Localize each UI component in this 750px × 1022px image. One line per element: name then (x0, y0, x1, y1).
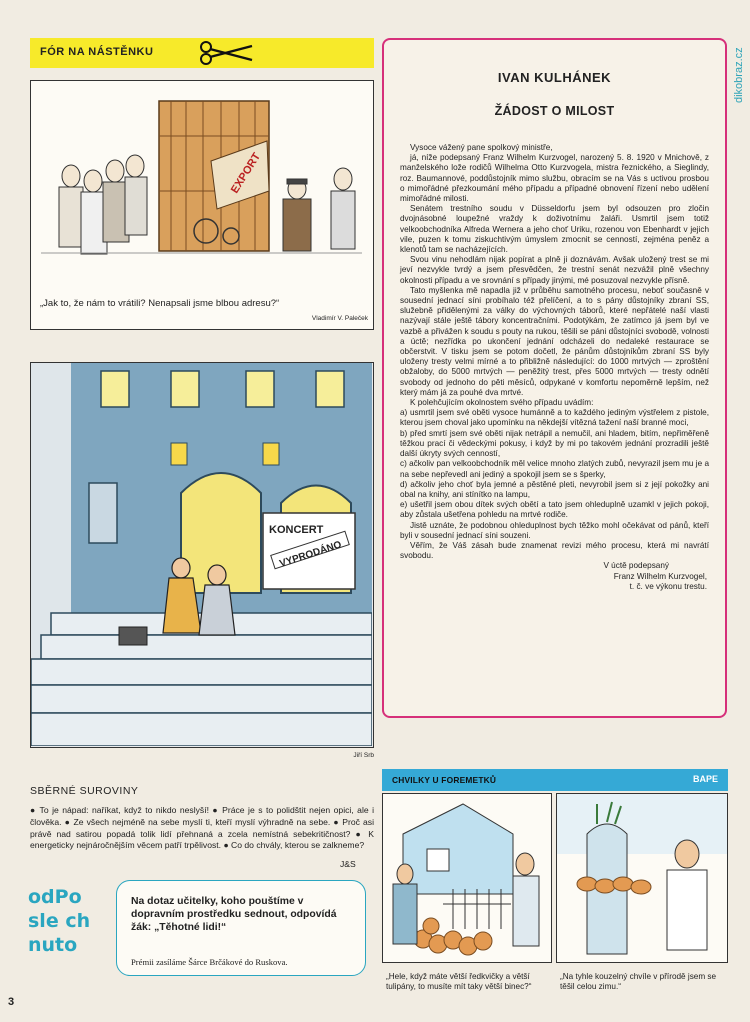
chvilky-author: BAPE (692, 774, 718, 784)
article-body (400, 143, 709, 592)
poster-koncert: KONCERT (269, 524, 324, 536)
article-list-item: e) ušetřil jsem obou dítek svých obětí a tato jsem ohleduplně uzamkl v jejich pokoji, aby zůstala ušetřena pohledu na mrtvé rodiče. (400, 500, 709, 520)
article-paragraph: Tato myšlenka mě napadla již v průběhu samotného procesu, neboť současně v sousední jednací síni probíhalo též přelíčení, a to s pány důstojníky zbraní SS, služebně přidělenými za války do výchovných táborů, které nepřátelé naší vlasti nazývají stále ještě tábory koncentračními. Podotýkám, že zatímco já jsem byl ve vazbě a přivážen k soudu s pouty na rukou, těšili se páni důstojníci svobodě, volnosti a úctě; nezřídka po ukončení jednání odcházeli do nedaleké restaurace se občerstvit. V tisku jsem se potom dočetl, že pánům důstojníkům zbraní SS byly uloženy tresty velmi mírné a to přibližně následující: do 1000 mrtvých — zproštění obžaloby, do 5000 mrtvých — peněžitý trest, přes 5000 mrtvých — tresty odnětí svobody od jednoho do pěti měsíců, odpykané v komfortu nepoměrně lepším, než který mám já za pouhé dva mrtvé. (400, 285, 709, 397)
article-zadost-o-milost (382, 38, 727, 718)
article-title: ŽÁDOST O MILOST (494, 104, 615, 118)
chvilky-caption-2: „Na tyhle kouzelný chvíle v přírodě jsem se těšil celou zimu.“ (560, 972, 717, 991)
article-paragraph: Jistě uznáte, že podobnou ohleduplnost bych těžko mohl očekávat od pánů, kteří byli v sousední jednací síni souzeni. (400, 520, 709, 540)
odposlechnuto-quote-box (116, 880, 366, 976)
chvilky-caption-1: „Hele, když máte větší ředkvičky a větší tulipány, to musíte mít taky větší binec?“ (386, 972, 532, 991)
article-signature-note: t. č. ve výkonu trestu. (629, 581, 707, 591)
scissors-icon (198, 40, 254, 66)
article-paragraph: K polehčujícím okolnostem svého případu uvádím: (410, 398, 594, 408)
odposlechnuto-logo (26, 868, 126, 978)
chvilky-panel-2-illustration (557, 794, 727, 962)
cartoon-concert-sold-out (30, 362, 374, 748)
cartoon-export-illustration (31, 81, 372, 291)
cartoon-concert-illustration (31, 363, 372, 746)
article-paragraph: Věřím, že Váš zásah bude znamenat revizi mého procesu, která mi navrátí svobodu. (400, 540, 709, 561)
poster-vyprodano: VYPRODÁNO (278, 539, 344, 570)
chvilky-header (382, 769, 728, 791)
chvilky-panel-1-illustration (383, 794, 551, 962)
section-title: FÓR NA NÁSTĚNKU (40, 46, 154, 58)
chvilky-panel-2 (556, 793, 728, 963)
odposlechnuto-logo-line: nuto (28, 934, 78, 956)
sberne-suroviny-signature: J&S (340, 859, 356, 869)
article-list-item: c) ačkoliv pan velkoobchodník měl velice mnoho zlatých zubů, nevyrazil jsem mu je a na sebe nepřevedl ani jediný a spokojil jsem se s šperky, (400, 459, 709, 479)
article-paragraph: Senátem trestního soudu v Düsseldorfu jsem byl odsouzen pro zločin dvojnásobné loupežné vraždy k doživotnímu žaláři. Usmrtil jsem totiž velkoobchodníka Alfreda Wernera a jeho choť Uriku, rozenou von Ebenhardt v jejich vile, puzen k tomu ziskuchtivým úmyslem zmocnit se cenností, zejména peněz a klenotů tam se nacházejících. (400, 204, 709, 255)
article-paragraph: já, níže podepsaný Franz Wilhelm Kurzvogel, narozený 5. 8. 1920 v Mnichově, z manželského lože rodičů Wilhelma Otto Kurzvogela, mistra řeznického, a Sieglindy, roz. Baumannové, poddůstojník mimo službu, obracím se na Vás s uctivou prosbou o mimořádné přezkoumání mého případu a případné obnovení řízení nebo udělení mimořádné milosti. (400, 153, 709, 204)
article-signature-name: Franz Wilhelm Kurzvogel, (613, 571, 707, 581)
site-watermark (733, 25, 747, 105)
site-watermark-text: dikobraz.cz (733, 47, 745, 103)
sberne-suroviny-text: ● To je nápad: naříkat, když to nikdo neslyší! ● Práce je s to polidštit nejen opici, ale i člověka. ● Ze všech nejméně na sebe myslí ti, kteří myslí výhradně na sebe. ● Proč asi právě nad satirou popadá tolik lidí přehnaná a zcela nemístná sebekritičnost? ● K energeticky nejnáročnějším věcem patří trpělivost. ● Co do chvály, kterou se zalkneme? (30, 805, 374, 851)
article-closing: V úctě podepsaný (603, 561, 669, 571)
chvilky-title: CHVILKY U FOREMETKŮ (392, 775, 497, 785)
article-list-item: d) ačkoliv jeho choť byla jemné a pěstěné pleti, nevyrobil jsem si z její pokožky ani obal na knihy, ani stínítko na lampu, (400, 479, 709, 499)
cartoon2-author: Jiří Srb (353, 752, 374, 759)
odposlechnuto-quote: Na dotaz učitelky, koho pouštíme v dopravním prostředku sednout, odpovídá žák: „Těhotné lidi!“ (131, 896, 337, 933)
chvilky-panel-1 (382, 793, 552, 963)
sberne-suroviny-title: SBĚRNÉ SUROVINY (30, 785, 139, 797)
odposlechnuto-prize: Prémii zasíláme Šárce Brčákové do Ruskova. (131, 957, 288, 967)
page-number: 3 (8, 996, 15, 1008)
section-header-for-na-nastenku (30, 38, 374, 68)
odposlechnuto-logo-line: odPo (28, 886, 82, 908)
cartoon-export-crate (30, 80, 374, 330)
article-list-item: a) usmrtil jsem své oběti vysoce humánně a to každého jediným výstřelem z pistole, kterou jsem choval jako upomínku na někdejší vítězná tažení naší branné moci, (400, 408, 709, 428)
crate-export-label: EXPORT (228, 150, 264, 196)
cartoon1-caption: „Jak to, že nám to vrátili? Nenapsali jsme blbou adresu?“ (40, 298, 280, 309)
article-paragraph: Svou vinu nehodlám nijak popírat a plně ji doznávám. Avšak uložený trest se mi jeví nezvykle tvrdý a jsem přesvědčen, že trestní senát nezvážil plně všechny okolnosti případu a ve srovnání s případy jinými, mé posuzoval nezvykle přísně. (400, 255, 709, 285)
article-list-item: b) před smrtí jsem své oběti nijak netrápil a nemučil, ani hladem, bitím, nepřiměřeně těžkou prací či vědeckými pokusy, i když by mi po takovém jednání prozradili ještě další úkryty svých cenností, (400, 428, 709, 459)
cartoon1-author: Vladimír V. Paleček (311, 315, 368, 322)
article-paragraph: Vysoce vážený pane spolkový ministře, (410, 143, 553, 152)
article-author: IVAN KULHÁNEK (497, 70, 612, 85)
odposlechnuto-logo-line: sle ch (28, 910, 91, 932)
